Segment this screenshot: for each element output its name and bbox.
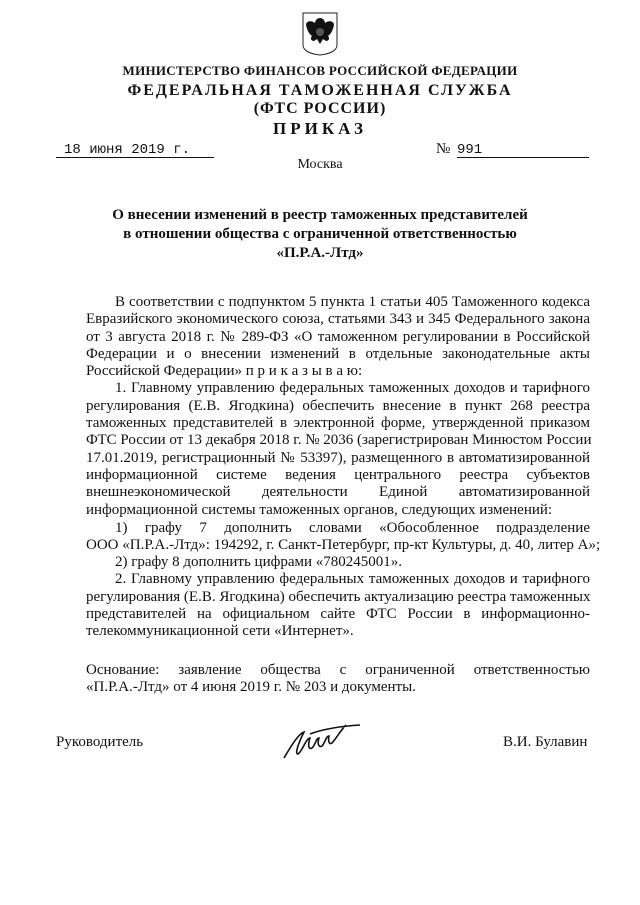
ministry-name: МИНИСТЕРСТВО ФИНАНСОВ РОССИЙСКОЙ ФЕДЕРАЦИИ <box>122 63 518 78</box>
body-line: В соответствии с подпунктом 5 пункта 1 статьи 405 Таможенного кодекса <box>115 294 590 310</box>
body-line: внешнеэкономической деятельности Единой автоматизированной <box>86 484 590 500</box>
body-line: регулирования (Е.В. Ягодкина) обеспечить актуализацию реестра таможенных <box>86 589 591 605</box>
body-line: ООО «П.Р.А.-Лтд»: 194292, г. Санкт-Петербург, пр-кт Культуры, д. 40, литер А»; <box>86 537 601 553</box>
body-line: 1. Главному управлению федеральных таможенных доходов и тарифного <box>115 380 590 396</box>
body-line: информационной системе ведения центрального реестра субъектов <box>86 467 590 483</box>
service-short-name: (ФТС РОССИИ) <box>253 100 387 117</box>
body-line: Федерации и о внесении изменений в отдельные законодательные акты <box>86 346 590 362</box>
document-type: ПРИКАЗ <box>273 119 367 138</box>
title-line: «П.Р.А.-Лтд» <box>276 245 364 261</box>
coat-of-arms-emblem <box>302 12 338 56</box>
body-line: от 3 августа 2018 г. № 289-ФЗ «О таможенном регулировании в Российской <box>86 329 590 345</box>
body-line: Российской Федерации» п р и к а з ы в а ю: <box>86 363 363 379</box>
body-line: Евразийского экономического союза, статьями 343 и 345 Федерального закона <box>86 311 590 327</box>
body-line: 2) графу 8 дополнить цифрами «780245001». <box>115 554 402 570</box>
service-name: ФЕДЕРАЛЬНАЯ ТАМОЖЕННАЯ СЛУЖБА <box>127 82 513 99</box>
body-line: регулирования (Е.В. Ягодкина) обеспечить внесение в пункт 268 реестра <box>86 398 590 414</box>
body-line: информационной системы таможенных органов, следующих изменений: <box>86 502 553 518</box>
body-line: 2. Главному управлению федеральных таможенных доходов и тарифного <box>115 571 590 587</box>
body-line: 17.01.2019, регистрационный № 53397), размещенного в автоматизированной <box>86 450 590 466</box>
body-line: таможенных представителей в электронной форме, утвержденной приказом <box>86 415 590 431</box>
title-line: О внесении изменений в реестр таможенных представителей <box>112 207 528 223</box>
body-line: представителей на официальном сайте ФТС России в информационно- <box>86 606 590 622</box>
city: Москва <box>297 157 343 172</box>
handwritten-signature <box>280 722 370 762</box>
document-title <box>0 206 640 263</box>
order-number: 991 <box>457 143 589 158</box>
body-line: ФТС России от 13 декабря 2018 г. № 2036 (зарегистрирован Минюстом России <box>86 432 592 448</box>
title-line: в отношении общества с ограниченной ответственностью <box>123 226 517 242</box>
order-number-label: № <box>436 141 451 157</box>
order-date: 18 июня 2019 г. <box>56 143 214 158</box>
basis-line: «П.Р.А.-Лтд» от 4 июня 2019 г. № 203 и документы. <box>86 679 416 695</box>
basis-line: Основание: заявление общества с ограниченной ответственностью <box>86 662 590 678</box>
signatory-position: Руководитель <box>56 734 144 750</box>
body-line: 1) графу 7 дополнить словами «Обособленное подразделение <box>115 520 590 536</box>
signatory-name: В.И. Булавин <box>503 734 588 750</box>
body-line: телекоммуникационной сети «Интернет». <box>86 623 354 639</box>
